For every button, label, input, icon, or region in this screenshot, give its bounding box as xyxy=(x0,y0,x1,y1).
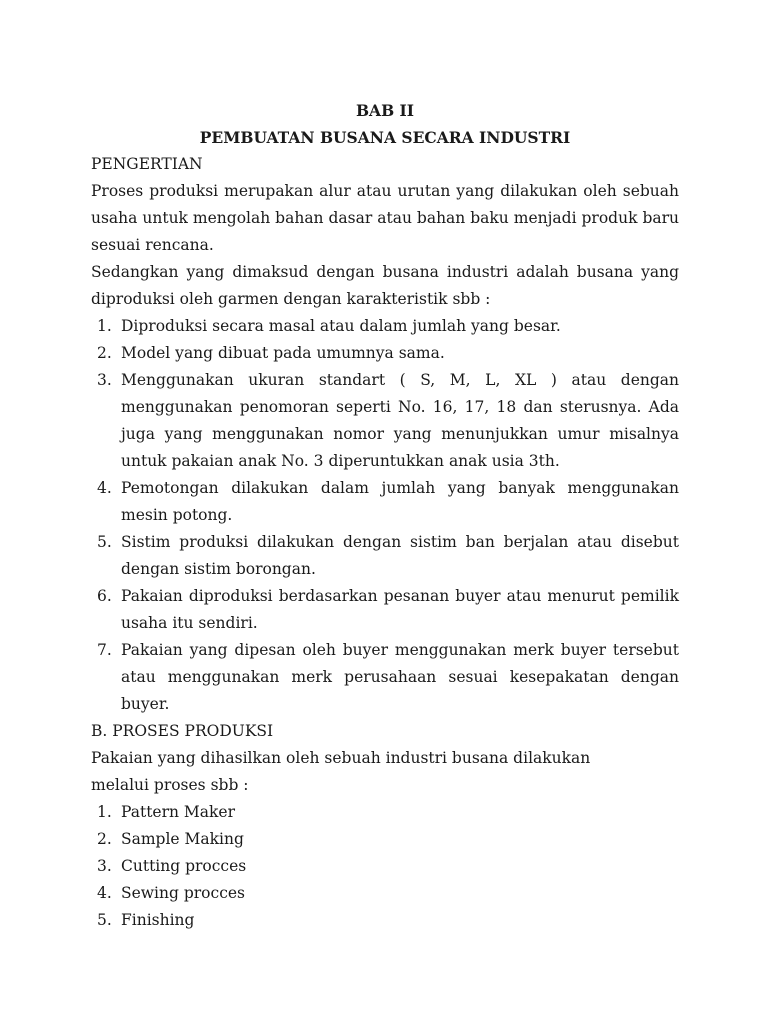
list-item-text: Pakaian diproduksi berdasarkan pesanan buyer atau menurut pemilik usaha itu sendiri. xyxy=(121,587,679,632)
list-item-text: Pemotongan dilakukan dalam jumlah yang banyak menggunakan mesin potong. xyxy=(121,479,679,524)
paragraph-definition-industry: Sedangkan yang dimaksud dengan busana industri adalah busana yang diproduksi oleh garmen dengan karakteristik sbb : xyxy=(91,263,679,308)
list-item-number: 2. xyxy=(97,344,112,362)
list-item-number: 7. xyxy=(97,641,112,659)
list-item-text: Pattern Maker xyxy=(121,803,236,821)
list-item-number: 1. xyxy=(97,803,112,821)
list-item-text: Diproduksi secara masal atau dalam jumlah yang besar. xyxy=(121,317,561,335)
list-item xyxy=(91,826,679,853)
list-item-text: Pakaian yang dipesan oleh buyer menggunakan merk buyer tersebut atau menggunakan merk perusahaan sesuai kesepakatan dengan buyer. xyxy=(121,641,679,713)
section-heading-proses-produksi: B. PROSES PRODUKSI xyxy=(91,722,274,740)
chapter-label: BAB II xyxy=(355,101,415,120)
list-item xyxy=(91,367,679,475)
list-item-text: Finishing xyxy=(121,911,195,929)
document-page xyxy=(91,97,679,934)
list-item xyxy=(91,475,679,529)
list-item-number: 3. xyxy=(97,857,112,875)
section-heading-pengertian: PENGERTIAN xyxy=(91,155,203,173)
list-item xyxy=(91,880,679,907)
list-item-text: Menggunakan ukuran standart ( S, M, L, XL ) atau dengan menggunakan penomoran seperti No. 16, 17, 18 dan sterusnya. Ada juga yang menggunakan nomor yang menunjukkan umur misalnya untuk pakaian anak No. 3 diperuntukkan anak usia 3th. xyxy=(121,371,679,470)
list-item xyxy=(91,583,679,637)
list-item xyxy=(91,907,679,934)
list-item-number: 5. xyxy=(97,533,112,551)
list-item-text: Sewing procces xyxy=(121,884,245,902)
characteristics-list xyxy=(91,313,679,718)
list-item xyxy=(91,637,679,718)
list-item-number: 6. xyxy=(97,587,112,605)
paragraph-production-process: Pakaian yang dihasilkan oleh sebuah industri busana dilakukan melalui proses sbb : xyxy=(91,749,591,794)
paragraph-definition-process: Proses produksi merupakan alur atau urutan yang dilakukan oleh sebuah usaha untuk mengolah bahan dasar atau bahan baku menjadi produk baru sesuai rencana. xyxy=(91,182,679,254)
list-item xyxy=(91,313,679,340)
document-title: PEMBUATAN BUSANA SECARA INDUSTRI xyxy=(199,128,571,147)
list-item-number: 3. xyxy=(97,371,112,389)
list-item-number: 4. xyxy=(97,479,112,497)
list-item-text: Cutting procces xyxy=(121,857,247,875)
list-item-text: Sample Making xyxy=(121,830,244,848)
list-item xyxy=(91,340,679,367)
list-item-number: 2. xyxy=(97,830,112,848)
list-item-text: Model yang dibuat pada umumnya sama. xyxy=(121,344,445,362)
list-item xyxy=(91,529,679,583)
list-item xyxy=(91,853,679,880)
list-item-number: 5. xyxy=(97,911,112,929)
list-item xyxy=(91,799,679,826)
process-steps-list xyxy=(91,799,679,934)
list-item-number: 1. xyxy=(97,317,112,335)
list-item-number: 4. xyxy=(97,884,112,902)
list-item-text: Sistim produksi dilakukan dengan sistim ban berjalan atau disebut dengan sistim borongan. xyxy=(121,533,679,578)
